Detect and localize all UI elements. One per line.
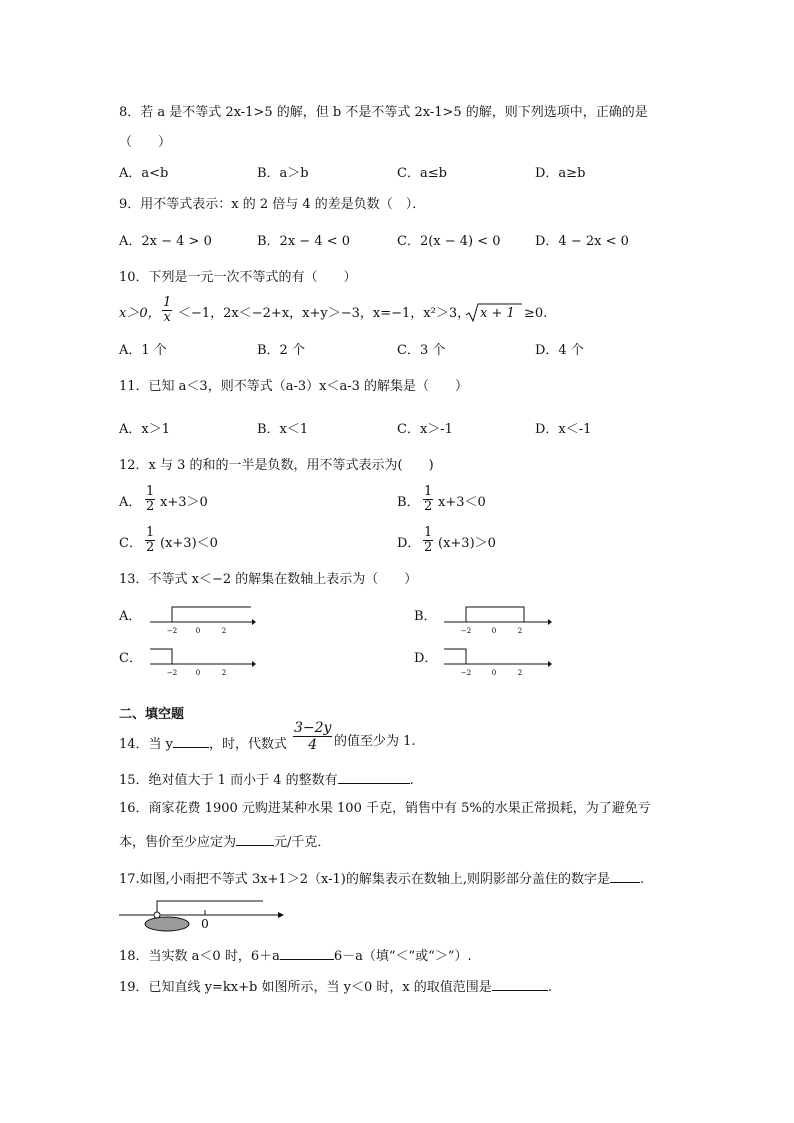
q18-pre: 18．当实数 a＜0 时，6＋a	[119, 949, 280, 964]
q19-post: .	[547, 980, 552, 995]
arrow-right-icon	[252, 661, 256, 667]
q10-sqrt-body: x + 1	[480, 306, 515, 321]
tick-label: 2	[517, 669, 523, 677]
q13-option-a[interactable]: A．	[119, 609, 142, 624]
q9-option-b[interactable]: B．2x − 4 < 0	[257, 234, 351, 249]
q9-option-a[interactable]: A．2x − 4 > 0	[119, 234, 212, 249]
q14-blank[interactable]	[173, 733, 209, 748]
arrow-right-icon	[278, 912, 284, 918]
q10-frac-num: 1	[163, 295, 172, 310]
tick-label: 0	[195, 627, 201, 635]
q13-c-numberline	[148, 647, 256, 677]
q18-post: 6－a（填“＜”或“＞”）.	[333, 949, 472, 964]
q12-d-num: 1	[424, 525, 433, 540]
q13-option-d[interactable]: D．	[414, 651, 438, 666]
q10-expr-c: ≥0.	[524, 306, 548, 321]
q17-line	[119, 868, 644, 889]
q10-option-c[interactable]: C．3 个	[397, 343, 446, 358]
q12-a-num: 1	[146, 484, 155, 499]
q15-line	[119, 769, 414, 790]
q17-post: .	[639, 872, 645, 887]
q19-line	[119, 976, 552, 997]
q14-pre: 14．当 y	[119, 737, 174, 752]
q19-blank[interactable]	[492, 976, 548, 991]
tick-label: 0	[201, 917, 209, 931]
q12-d-label: D．	[397, 536, 421, 551]
q13-a-numberline	[148, 605, 256, 635]
q12-option-a[interactable]	[119, 494, 141, 512]
q16-line2-pre: 本，售价至少应定为	[119, 835, 237, 850]
q11-option-a[interactable]: A．x＞1	[119, 422, 170, 437]
q13-b-numberline	[442, 605, 552, 635]
shaded-cover-icon	[145, 917, 189, 931]
q12-b-rest: x+3＜0	[438, 495, 486, 510]
q14-post: 的值至少为 1.	[334, 734, 416, 749]
q10-sqrt	[465, 305, 515, 323]
q12-d-den: 2	[424, 540, 433, 555]
q15-pre: 15．绝对值大于 1 而小于 4 的整数有	[119, 773, 338, 788]
q12-option-d[interactable]	[397, 535, 420, 553]
q14-fraction	[293, 720, 332, 753]
q10-expr-a: x＞0，	[119, 306, 161, 321]
q16-line2	[119, 831, 330, 852]
q12-c-fraction	[145, 526, 155, 555]
q12-b-num: 1	[424, 484, 433, 499]
q12-c-rest: (x+3)＜0	[160, 536, 218, 551]
q8-option-c[interactable]: C．a≤b	[397, 166, 447, 181]
q12-a-label: A．	[119, 495, 142, 510]
q19-pre: 19．已知直线 y=kx+b 如图所示，当 y＜0 时，x 的取值范围是	[119, 980, 492, 995]
q14-num: 3−2y	[294, 720, 332, 736]
tick-label: 0	[491, 669, 497, 677]
q14-line	[119, 733, 287, 754]
q12-option-b[interactable]	[397, 494, 420, 512]
q9-option-d[interactable]: D．4 − 2x < 0	[535, 234, 629, 249]
q18-line	[119, 945, 472, 966]
q11-option-c[interactable]: C．x＞-1	[397, 422, 453, 437]
q10-frac-den: x	[163, 310, 171, 325]
q12-c-den: 2	[146, 540, 155, 555]
q17-pre: 17.如图,小雨把不等式 3x+1＞2（x-1)的解集表示在数轴上,则阴影部分盖住的数字是	[119, 872, 610, 887]
arrow-right-icon	[548, 661, 552, 667]
q16-blank[interactable]	[236, 831, 274, 846]
q13-d-numberline	[442, 647, 552, 677]
tick-label: −2	[166, 627, 178, 635]
q14-den: 4	[308, 737, 318, 753]
arrow-right-icon	[252, 619, 256, 625]
q12-a-fraction	[145, 485, 155, 514]
q13-option-c[interactable]: C．	[119, 651, 142, 666]
q12-a-den: 2	[146, 499, 155, 514]
section-title: 二、填空题	[119, 707, 185, 722]
q12-d-fraction	[423, 526, 433, 555]
q10-option-a[interactable]: A．1 个	[119, 343, 167, 358]
q13-option-b[interactable]: B．	[414, 609, 437, 624]
q9-text: 9．用不等式表示：x 的 2 倍与 4 的差是负数（ ）．	[119, 197, 426, 212]
tick-label: −2	[166, 669, 178, 677]
q12-b-den: 2	[424, 499, 433, 514]
q12-b-fraction	[423, 485, 433, 514]
q11-option-b[interactable]: B．x＜1	[257, 422, 309, 437]
open-circle-icon	[154, 912, 160, 918]
q9-option-c[interactable]: C．2(x − 4) < 0	[397, 234, 501, 249]
q12-a-rest: x+3＞0	[160, 495, 208, 510]
q12-c-label: C．	[119, 536, 142, 551]
q13-text: 13．不等式 x＜−2 的解集在数轴上表示为（ ）	[119, 572, 418, 587]
tick-label: 2	[517, 627, 523, 635]
q11-text: 11．已知 a＜3，则不等式（a-3）x＜a-3 的解集是（ ）	[119, 379, 468, 394]
q10-fraction	[162, 296, 172, 325]
q14-mid: ，时，代数式	[209, 737, 288, 752]
q10-text: 10．下列是一元一次不等式的有（ ）	[119, 270, 357, 285]
tick-label: 2	[221, 669, 227, 677]
q17-blank[interactable]	[610, 868, 640, 883]
q10-option-b[interactable]: B．2 个	[257, 343, 305, 358]
tick-label: 0	[491, 627, 497, 635]
q18-blank[interactable]	[280, 945, 334, 960]
q12-d-rest: (x+3)＞0	[438, 536, 496, 551]
q8-option-d[interactable]: D．a≥b	[535, 166, 586, 181]
q12-b-label: B．	[397, 495, 420, 510]
q8-option-a[interactable]: A．a<b	[119, 166, 169, 181]
q11-option-d[interactable]: D．x＜-1	[535, 422, 592, 437]
q8-paren: （ ）	[119, 135, 172, 150]
q10-option-d[interactable]: D．4 个	[535, 343, 584, 358]
tick-label: −2	[460, 627, 472, 635]
q15-post: .	[409, 773, 414, 788]
q12-c-num: 1	[146, 525, 155, 540]
q15-blank[interactable]	[338, 769, 410, 784]
arrow-right-icon	[548, 619, 552, 625]
q8-text: 8．若 a 是不等式 2x-1>5 的解，但 b 不是不等式 2x-1>5 的解，则下列选项中，正确的是	[119, 105, 648, 120]
tick-label: 2	[221, 627, 227, 635]
q17-numberline	[119, 897, 285, 935]
q16-line2-post: 元/千克．	[274, 835, 331, 850]
q10-expr-b: ＜−1，2x＜−2+x，x+y＞−3，x=−1，x²＞3，	[178, 306, 471, 321]
q12-option-c[interactable]	[119, 535, 142, 553]
q8-option-b[interactable]: B．a＞b	[257, 166, 309, 181]
tick-label: 0	[195, 669, 201, 677]
q16-line1: 16．商家花费 1900 元购进某种水果 100 千克，销售中有 5%的水果正常损耗，为了避免亏	[119, 801, 651, 816]
tick-label: −2	[460, 669, 472, 677]
q12-text: 12．x 与 3 的和的一半是负数，用不等式表示为( )	[119, 458, 434, 473]
